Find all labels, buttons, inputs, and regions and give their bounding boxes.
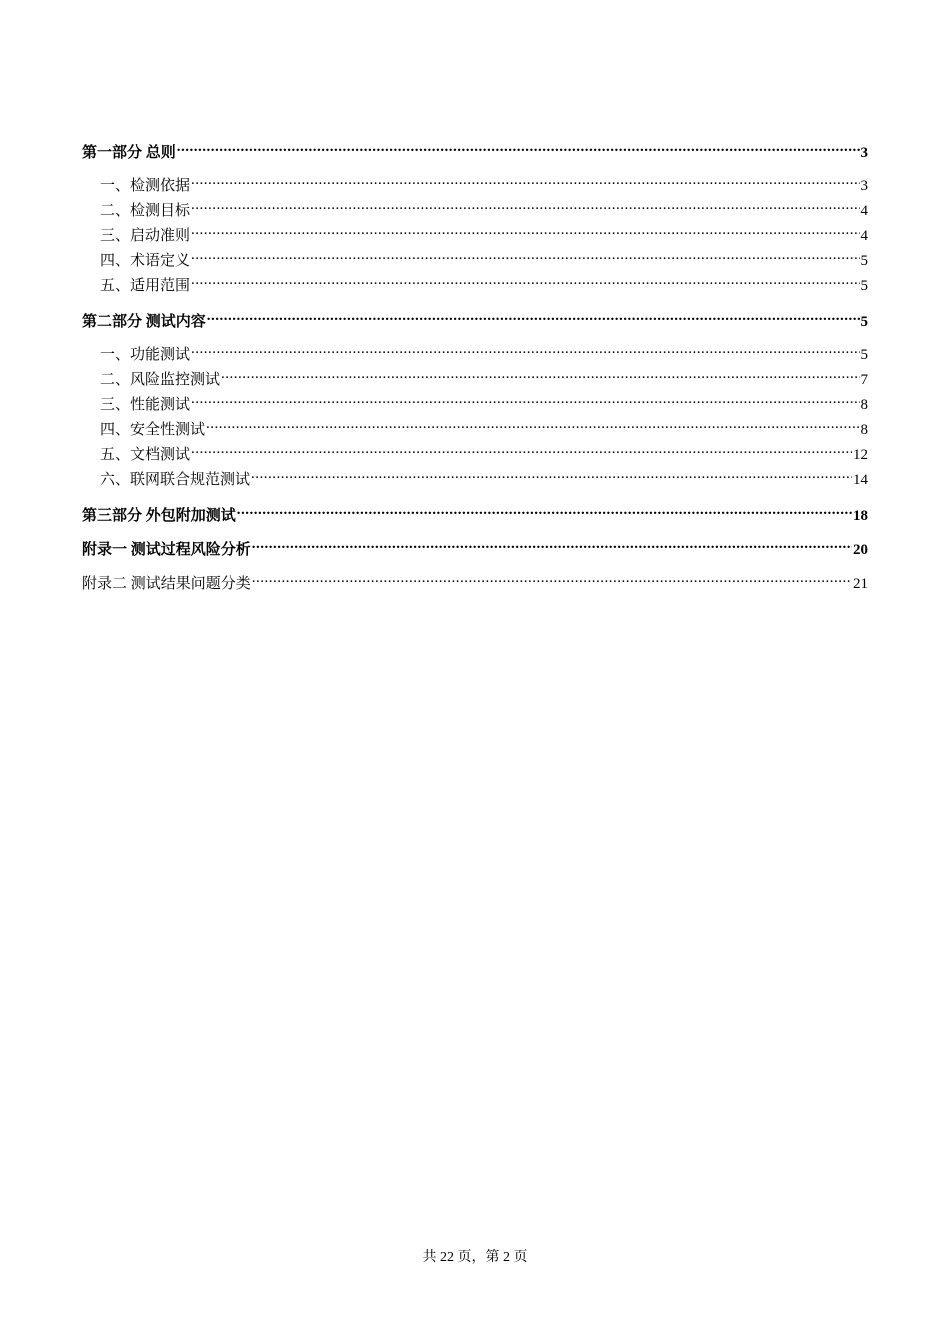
toc-entry-title: 四、术语定义 <box>100 253 191 269</box>
toc-dot-leader <box>191 394 859 409</box>
toc-entry-page: 5 <box>860 347 868 363</box>
toc-entry-page: 18 <box>853 508 868 524</box>
toc-dot-leader <box>207 311 860 326</box>
toc-dot-leader <box>191 444 852 459</box>
toc-entry-2-5[interactable] <box>82 443 868 468</box>
toc-dot-leader <box>177 142 860 157</box>
toc-entry-page: 5 <box>860 278 868 294</box>
toc-entry-appendix-1[interactable] <box>82 537 868 571</box>
toc-dot-leader <box>191 344 859 359</box>
toc-entry-title: 二、检测目标 <box>100 203 191 219</box>
toc-entry-page: 5 <box>860 314 868 330</box>
toc-entry-title: 第二部分 测试内容 <box>82 314 206 330</box>
toc-entry-1-4[interactable] <box>82 249 868 274</box>
toc-dot-leader <box>251 469 852 484</box>
toc-dot-leader <box>252 539 852 554</box>
toc-entry-2-3[interactable] <box>82 393 868 418</box>
toc-entry-title: 第三部分 外包附加测试 <box>82 508 236 524</box>
toc-entry-page: 4 <box>860 228 868 244</box>
toc-dot-leader <box>206 419 859 434</box>
toc-entry-2-6[interactable] <box>82 468 868 493</box>
toc-entry-page: 3 <box>860 145 868 161</box>
toc-entry-page: 7 <box>860 372 868 388</box>
toc-entry-title: 第一部分 总则 <box>82 145 176 161</box>
toc-entry-1-3[interactable] <box>82 224 868 249</box>
toc-entry-title: 六、联网联合规范测试 <box>100 472 251 488</box>
toc-entry-part-2[interactable] <box>82 309 868 343</box>
toc-entry-title: 五、适用范围 <box>100 278 191 294</box>
toc-entry-page: 8 <box>860 397 868 413</box>
toc-entry-appendix-2[interactable] <box>82 571 868 605</box>
toc-entry-page: 12 <box>853 447 868 463</box>
toc-entry-2-2[interactable] <box>82 368 868 393</box>
toc-entry-page: 14 <box>853 472 868 488</box>
toc-entry-page: 4 <box>860 203 868 219</box>
toc-entry-title: 附录二 测试结果问题分类 <box>82 576 251 592</box>
toc-entry-2-1[interactable] <box>82 343 868 368</box>
toc-entry-title: 一、功能测试 <box>100 347 191 363</box>
toc-entry-title: 三、启动准则 <box>100 228 191 244</box>
toc-entry-page: 21 <box>853 576 868 592</box>
toc-entry-2-4[interactable] <box>82 418 868 443</box>
toc-entry-page: 20 <box>853 542 868 558</box>
table-of-contents <box>82 140 868 605</box>
toc-entry-title: 四、安全性测试 <box>100 422 206 438</box>
toc-dot-leader <box>252 573 852 588</box>
toc-dot-leader <box>191 200 859 215</box>
toc-dot-leader <box>237 505 852 520</box>
toc-entry-title: 三、性能测试 <box>100 397 191 413</box>
toc-entry-1-2[interactable] <box>82 199 868 224</box>
toc-entry-page: 3 <box>860 178 868 194</box>
page-footer: 共 22 页，第 2 页 <box>422 1250 528 1265</box>
toc-dot-leader <box>191 250 859 265</box>
toc-dot-leader <box>221 369 859 384</box>
toc-entry-page: 8 <box>860 422 868 438</box>
toc-entry-part-3[interactable] <box>82 503 868 537</box>
toc-entry-page: 5 <box>860 253 868 269</box>
toc-entry-part-1[interactable] <box>82 140 868 174</box>
toc-entry-title: 一、检测依据 <box>100 178 191 194</box>
toc-entry-title: 附录一 测试过程风险分析 <box>82 542 251 558</box>
toc-entry-1-1[interactable] <box>82 174 868 199</box>
toc-entry-title: 五、文档测试 <box>100 447 191 463</box>
toc-dot-leader <box>191 225 859 240</box>
toc-entry-1-5[interactable] <box>82 274 868 299</box>
toc-entry-title: 二、风险监控测试 <box>100 372 221 388</box>
toc-dot-leader <box>191 175 859 190</box>
toc-dot-leader <box>191 275 859 290</box>
